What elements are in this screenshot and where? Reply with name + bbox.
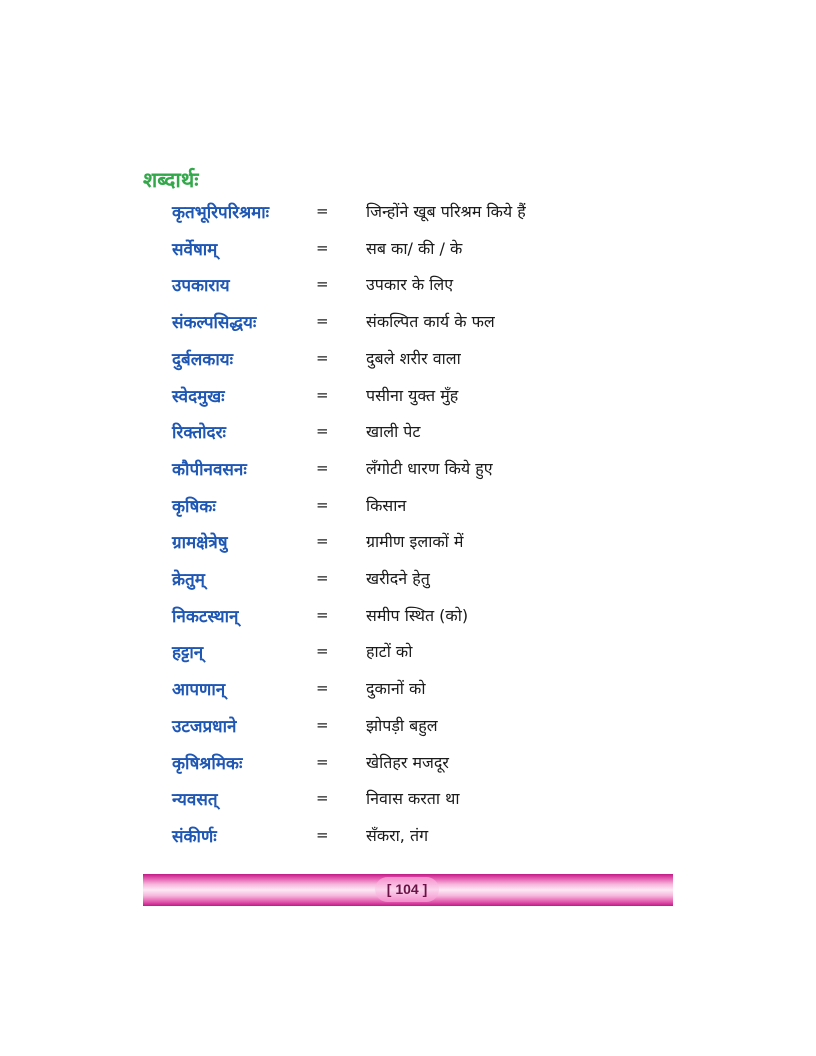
equals-sign: =: [316, 312, 329, 330]
glossary-term: सर्वेषाम्: [172, 240, 218, 260]
equals-sign: =: [316, 679, 329, 697]
equals-sign: =: [316, 459, 329, 477]
equals-sign: =: [316, 789, 329, 807]
equals-sign: =: [316, 826, 329, 844]
equals-sign: =: [316, 569, 329, 587]
glossary-meaning: समीप स्थित (को): [366, 606, 469, 625]
glossary-row: [0, 420, 816, 456]
glossary-meaning: खरीदने हेतु: [366, 569, 430, 588]
glossary-row: [0, 273, 816, 309]
equals-sign: =: [316, 275, 329, 293]
glossary-term: हट्टान्: [172, 643, 204, 663]
glossary-row: [0, 751, 816, 787]
equals-sign: =: [316, 716, 329, 734]
glossary-meaning: किसान: [366, 496, 407, 515]
glossary-meaning: उपकार के लिए: [366, 275, 454, 294]
glossary-meaning: दुबले शरीर वाला: [366, 349, 461, 368]
glossary-meaning: लँगोटी धारण किये हुए: [366, 459, 493, 478]
glossary-row: [0, 200, 816, 236]
glossary-term: उटजप्रधाने: [172, 717, 237, 737]
glossary-meaning: दुकानों को: [366, 679, 426, 698]
glossary-term: ग्रामक्षेत्रेषु: [172, 533, 228, 553]
equals-sign: =: [316, 606, 329, 624]
glossary-row: [0, 457, 816, 493]
glossary-term: रिक्तोदरः: [172, 423, 226, 443]
glossary-row: [0, 714, 816, 750]
glossary-meaning: सब का/ की / के: [366, 239, 463, 258]
equals-sign: =: [316, 496, 329, 514]
glossary-row: [0, 824, 816, 860]
glossary-term: क्रेतुम्: [172, 570, 205, 590]
equals-sign: =: [316, 386, 329, 404]
glossary-term: निकटस्थान्: [172, 607, 239, 627]
glossary-meaning: ग्रामीण इलाकों में: [366, 532, 464, 551]
glossary-row: [0, 530, 816, 566]
glossary-term: कृतभूरिपरिश्रमाः: [172, 203, 270, 223]
glossary-row: [0, 604, 816, 640]
glossary-row: [0, 384, 816, 420]
glossary-row: [0, 347, 816, 383]
glossary-term: उपकाराय: [172, 276, 230, 296]
glossary-term: आपणान्: [172, 680, 226, 700]
equals-sign: =: [316, 349, 329, 367]
glossary-meaning: संकल्पित कार्य के फल: [366, 312, 495, 331]
glossary-meaning: खेतिहर मजदूर: [366, 753, 449, 772]
equals-sign: =: [316, 422, 329, 440]
glossary-row: [0, 787, 816, 823]
glossary-term: दुर्बलकायः: [172, 350, 234, 370]
equals-sign: =: [316, 532, 329, 550]
glossary-term: कृषिश्रमिकः: [172, 754, 243, 774]
glossary-meaning: झोपड़ी बहुल: [366, 716, 438, 735]
glossary-term: संकीर्णः: [172, 827, 217, 847]
glossary-term: कृषिकः: [172, 497, 216, 517]
glossary-meaning: हाटों को: [366, 642, 413, 661]
glossary-term: कौपीनवसनः: [172, 460, 247, 480]
glossary-meaning: खाली पेट: [366, 422, 421, 441]
glossary-heading: शब्दार्थः: [143, 168, 199, 192]
glossary-row: [0, 640, 816, 676]
equals-sign: =: [316, 642, 329, 660]
page-number: [ 104 ]: [375, 877, 439, 902]
glossary-meaning: सँकरा, तंग: [366, 826, 429, 845]
glossary-meaning: पसीना युक्त मुँह: [366, 386, 459, 405]
glossary-row: [0, 494, 816, 530]
equals-sign: =: [316, 239, 329, 257]
glossary-term: स्वेदमुखः: [172, 387, 225, 407]
equals-sign: =: [316, 202, 329, 220]
glossary-row: [0, 677, 816, 713]
glossary-term: संकल्पसिद्धयः: [172, 313, 257, 333]
glossary-meaning: निवास करता था: [366, 789, 460, 808]
glossary-row: [0, 310, 816, 346]
equals-sign: =: [316, 753, 329, 771]
glossary-row: [0, 567, 816, 603]
glossary-meaning: जिन्होंने खूब परिश्रम किये हैं: [366, 202, 526, 221]
glossary-term: न्यवसत्: [172, 790, 218, 810]
glossary-row: [0, 237, 816, 273]
